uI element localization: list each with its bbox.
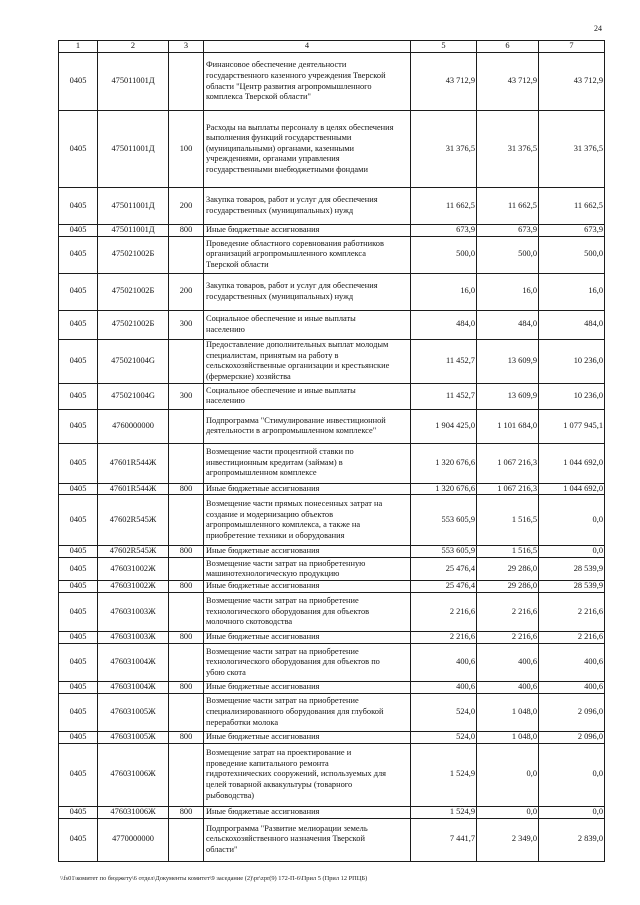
description-text: Возмещение части затрат на приобретенную машинотехнологическую продукцию <box>206 558 366 579</box>
amount-col7-cell: 2 096,0 <box>539 731 605 743</box>
description-text: Возмещение затрат на проектирование и проведение капитального ремонта гидротехнических сооружений, используемых для целей товарной аквакультуры (товарного рыбоводства) <box>206 748 387 800</box>
description-cell <box>204 818 411 861</box>
amount-col6-cell: 2 216,6 <box>477 593 539 632</box>
description-cell <box>204 495 411 546</box>
section-code-cell: 0405 <box>59 383 98 409</box>
description-text: Возмещение части процентной ставки по инвестиционным кредитам (займам) в агропромышленном комплексе <box>206 447 354 478</box>
table-row <box>59 409 605 443</box>
section-code-cell: 0405 <box>59 644 98 682</box>
section-code-cell: 0405 <box>59 731 98 743</box>
column-number-6: 6 <box>477 41 539 53</box>
table-row <box>59 483 605 495</box>
amount-col5-cell: 7 441,7 <box>411 818 477 861</box>
file-path-footer: \\fs01\комитет по бюджету\6 отдел\Документы комитет\9 заседание (2)\pr\zpr(9) 172-П-6\Прил 5 (Прил 12 РПЦБ) <box>60 875 368 882</box>
amount-col7-cell: 673,9 <box>539 225 605 237</box>
amount-col7-cell: 0,0 <box>539 806 605 818</box>
description-text: Возмещение части затрат на приобретение технологического оборудования для объектов по убою скота <box>206 646 380 677</box>
target-article-cell: 476031003Ж <box>98 632 169 644</box>
amount-col7-cell: 2 096,0 <box>539 693 605 731</box>
expense-type-cell: 800 <box>169 483 204 495</box>
description-cell <box>204 558 411 581</box>
section-code-cell: 0405 <box>59 546 98 558</box>
amount-col5-cell: 524,0 <box>411 693 477 731</box>
description-text: Иные бюджетные ассигнования <box>206 581 320 591</box>
amount-col5-cell: 553 605,9 <box>411 546 477 558</box>
table-row <box>59 188 605 225</box>
amount-col6-cell: 1 048,0 <box>477 693 539 731</box>
amount-col7-cell: 10 236,0 <box>539 383 605 409</box>
expense-type-cell: 200 <box>169 273 204 310</box>
description-cell <box>204 593 411 632</box>
section-code-cell: 0405 <box>59 495 98 546</box>
expense-type-cell <box>169 236 204 273</box>
amount-col7-cell: 43 712,9 <box>539 53 605 111</box>
amount-col6-cell: 1 516,5 <box>477 546 539 558</box>
expense-type-cell: 800 <box>169 682 204 694</box>
amount-col6-cell: 1 516,5 <box>477 495 539 546</box>
section-code-cell: 0405 <box>59 443 98 483</box>
amount-col7-cell: 1 044 692,0 <box>539 483 605 495</box>
description-cell <box>204 682 411 694</box>
amount-col7-cell: 31 376,5 <box>539 111 605 188</box>
column-number-4: 4 <box>204 41 411 53</box>
description-text: Финансовое обеспечение деятельности государственного казенного учреждения Тверской области "Центр развития агропромышленного комплекса Тверской области" <box>206 60 386 102</box>
section-code-cell: 0405 <box>59 558 98 581</box>
section-code-cell: 0405 <box>59 693 98 731</box>
description-cell <box>204 693 411 731</box>
description-cell <box>204 483 411 495</box>
amount-col5-cell: 400,6 <box>411 682 477 694</box>
amount-col5-cell: 25 476,4 <box>411 581 477 593</box>
expense-type-cell: 800 <box>169 731 204 743</box>
table-row <box>59 310 605 339</box>
amount-col7-cell: 500,0 <box>539 236 605 273</box>
amount-col5-cell: 553 605,9 <box>411 495 477 546</box>
amount-col5-cell: 1 524,9 <box>411 743 477 806</box>
amount-col5-cell: 1 320 676,6 <box>411 483 477 495</box>
table-row <box>59 111 605 188</box>
amount-col6-cell: 1 048,0 <box>477 731 539 743</box>
amount-col7-cell: 400,6 <box>539 682 605 694</box>
amount-col7-cell: 0,0 <box>539 495 605 546</box>
amount-col5-cell: 400,6 <box>411 644 477 682</box>
expense-type-cell: 800 <box>169 806 204 818</box>
expense-type-cell <box>169 644 204 682</box>
description-cell <box>204 236 411 273</box>
target-article-cell: 47602R545Ж <box>98 546 169 558</box>
expense-type-cell <box>169 558 204 581</box>
section-code-cell: 0405 <box>59 53 98 111</box>
section-code-cell: 0405 <box>59 632 98 644</box>
amount-col6-cell: 13 609,9 <box>477 383 539 409</box>
amount-col7-cell: 400,6 <box>539 644 605 682</box>
amount-col6-cell: 31 376,5 <box>477 111 539 188</box>
column-number-2: 2 <box>98 41 169 53</box>
description-text: Иные бюджетные ассигнования <box>206 546 320 556</box>
target-article-cell: 47602R545Ж <box>98 495 169 546</box>
target-article-cell: 47601R544Ж <box>98 443 169 483</box>
amount-col5-cell: 16,0 <box>411 273 477 310</box>
description-cell <box>204 339 411 383</box>
target-article-cell: 475021002Б <box>98 310 169 339</box>
amount-col6-cell: 0,0 <box>477 806 539 818</box>
expense-type-cell: 800 <box>169 632 204 644</box>
section-code-cell: 0405 <box>59 483 98 495</box>
section-code-cell: 0405 <box>59 339 98 383</box>
description-text: Возмещение части затрат на приобретение специализированного оборудования для глубокой переработки молока <box>206 696 384 727</box>
amount-col7-cell: 0,0 <box>539 743 605 806</box>
description-cell <box>204 273 411 310</box>
table-row <box>59 806 605 818</box>
target-article-cell: 475021002Б <box>98 236 169 273</box>
amount-col6-cell: 1 101 684,0 <box>477 409 539 443</box>
amount-col7-cell: 2 216,6 <box>539 593 605 632</box>
amount-col5-cell: 1 904 425,0 <box>411 409 477 443</box>
target-article-cell: 476031006Ж <box>98 743 169 806</box>
description-cell <box>204 632 411 644</box>
amount-col5-cell: 2 216,6 <box>411 593 477 632</box>
page-number: 24 <box>594 24 602 33</box>
expense-type-cell: 800 <box>169 225 204 237</box>
amount-col7-cell: 2 839,0 <box>539 818 605 861</box>
target-article-cell: 475011001Д <box>98 111 169 188</box>
table-row <box>59 731 605 743</box>
table-row <box>59 593 605 632</box>
target-article-cell: 475011001Д <box>98 188 169 225</box>
amount-col5-cell: 1 320 676,6 <box>411 443 477 483</box>
expense-type-cell <box>169 443 204 483</box>
column-number-5: 5 <box>411 41 477 53</box>
description-text: Иные бюджетные ассигнования <box>206 632 320 642</box>
amount-col5-cell: 524,0 <box>411 731 477 743</box>
expense-type-cell: 200 <box>169 188 204 225</box>
description-cell <box>204 53 411 111</box>
amount-col5-cell: 500,0 <box>411 236 477 273</box>
target-article-cell: 476031006Ж <box>98 806 169 818</box>
description-cell <box>204 111 411 188</box>
section-code-cell: 0405 <box>59 818 98 861</box>
amount-col6-cell: 29 286,0 <box>477 581 539 593</box>
description-text: Возмещение части затрат на приобретение технологического оборудования для объектов молочного скотоводства <box>206 596 370 627</box>
amount-col6-cell: 400,6 <box>477 644 539 682</box>
expense-type-cell <box>169 339 204 383</box>
amount-col6-cell: 0,0 <box>477 743 539 806</box>
table-row <box>59 273 605 310</box>
description-cell <box>204 806 411 818</box>
section-code-cell: 0405 <box>59 111 98 188</box>
table-row <box>59 693 605 731</box>
target-article-cell: 476031005Ж <box>98 693 169 731</box>
target-article-cell: 476031002Ж <box>98 581 169 593</box>
amount-col6-cell: 2 349,0 <box>477 818 539 861</box>
expense-type-cell <box>169 495 204 546</box>
amount-col6-cell: 673,9 <box>477 225 539 237</box>
description-cell <box>204 731 411 743</box>
target-article-cell: 4770000000 <box>98 818 169 861</box>
amount-col7-cell: 11 662,5 <box>539 188 605 225</box>
description-text: Расходы на выплаты персоналу в целях обеспечения выполнения функций государственными (муниципальными) органами, казенными учреждениями, органами управления государственными внебюджетными фондами <box>206 122 394 174</box>
amount-col6-cell: 16,0 <box>477 273 539 310</box>
description-cell <box>204 581 411 593</box>
description-cell <box>204 225 411 237</box>
table-row <box>59 546 605 558</box>
description-text: Социальное обеспечение и иные выплаты населению <box>206 314 356 334</box>
budget-table <box>58 40 605 862</box>
description-text: Проведение областного соревнования работников организаций агропромышленного комплекса Тверской области <box>206 238 384 269</box>
section-code-cell: 0405 <box>59 593 98 632</box>
table-row <box>59 339 605 383</box>
expense-type-cell: 800 <box>169 581 204 593</box>
table-row <box>59 558 605 581</box>
amount-col7-cell: 1 077 945,1 <box>539 409 605 443</box>
amount-col5-cell: 484,0 <box>411 310 477 339</box>
target-article-cell: 475011001Д <box>98 53 169 111</box>
amount-col7-cell: 2 216,6 <box>539 632 605 644</box>
amount-col6-cell: 43 712,9 <box>477 53 539 111</box>
expense-type-cell <box>169 593 204 632</box>
expense-type-cell: 300 <box>169 310 204 339</box>
description-text: Иные бюджетные ассигнования <box>206 731 320 741</box>
table-row <box>59 383 605 409</box>
section-code-cell: 0405 <box>59 409 98 443</box>
expense-type-cell: 300 <box>169 383 204 409</box>
amount-col5-cell: 31 376,5 <box>411 111 477 188</box>
table-row <box>59 682 605 694</box>
amount-col7-cell: 28 539,9 <box>539 558 605 581</box>
amount-col7-cell: 28 539,9 <box>539 581 605 593</box>
amount-col6-cell: 13 609,9 <box>477 339 539 383</box>
section-code-cell: 0405 <box>59 682 98 694</box>
amount-col5-cell: 1 524,9 <box>411 806 477 818</box>
table-row <box>59 644 605 682</box>
table-row <box>59 236 605 273</box>
description-text: Иные бюджетные ассигнования <box>206 225 320 234</box>
section-code-cell: 0405 <box>59 225 98 237</box>
amount-col6-cell: 11 662,5 <box>477 188 539 225</box>
target-article-cell: 475021002Б <box>98 273 169 310</box>
section-code-cell: 0405 <box>59 273 98 310</box>
description-text: Иные бюджетные ассигнования <box>206 806 320 816</box>
target-article-cell: 476031005Ж <box>98 731 169 743</box>
amount-col6-cell: 1 067 216,3 <box>477 443 539 483</box>
target-article-cell: 4760000000 <box>98 409 169 443</box>
description-text: Социальное обеспечение и иные выплаты населению <box>206 385 356 406</box>
amount-col7-cell: 1 044 692,0 <box>539 443 605 483</box>
target-article-cell: 475021004G <box>98 383 169 409</box>
amount-col5-cell: 673,9 <box>411 225 477 237</box>
amount-col6-cell: 500,0 <box>477 236 539 273</box>
description-cell <box>204 443 411 483</box>
amount-col6-cell: 29 286,0 <box>477 558 539 581</box>
description-cell <box>204 743 411 806</box>
column-number-7: 7 <box>539 41 605 53</box>
target-article-cell: 476031004Ж <box>98 682 169 694</box>
amount-col7-cell: 16,0 <box>539 273 605 310</box>
expense-type-cell <box>169 693 204 731</box>
amount-col5-cell: 11 662,5 <box>411 188 477 225</box>
table-row <box>59 632 605 644</box>
description-cell <box>204 383 411 409</box>
description-text: Подпрограмма "Стимулирование инвестиционной деятельности в агропромышленном комплексе" <box>206 415 386 436</box>
column-number-3: 3 <box>169 41 204 53</box>
description-cell <box>204 644 411 682</box>
target-article-cell: 476031003Ж <box>98 593 169 632</box>
description-text: Закупка товаров, работ и услуг для обеспечения государственных (муниципальных) нужд <box>206 281 378 301</box>
section-code-cell: 0405 <box>59 806 98 818</box>
table-row <box>59 225 605 237</box>
column-number-row <box>59 41 605 53</box>
description-text: Подпрограмма "Развитие мелиорации земель сельскохозяйственного назначения Тверской области" <box>206 823 368 855</box>
description-text: Предоставление дополнительных выплат молодым специалистам, принятым на работу в сельскохозяйственные организации и крестьянские (фермерские) хозяйства <box>206 339 390 381</box>
amount-col6-cell: 2 216,6 <box>477 632 539 644</box>
description-text: Иные бюджетные ассигнования <box>206 483 320 493</box>
table-row <box>59 743 605 806</box>
target-article-cell: 476031004Ж <box>98 644 169 682</box>
amount-col6-cell: 484,0 <box>477 310 539 339</box>
amount-col5-cell: 43 712,9 <box>411 53 477 111</box>
section-code-cell: 0405 <box>59 188 98 225</box>
expense-type-cell <box>169 743 204 806</box>
description-text: Закупка товаров, работ и услуг для обеспечения государственных (муниципальных) нужд <box>206 195 378 215</box>
column-number-1: 1 <box>59 41 98 53</box>
amount-col5-cell: 25 476,4 <box>411 558 477 581</box>
description-cell <box>204 409 411 443</box>
target-article-cell: 475021004G <box>98 339 169 383</box>
table-row <box>59 53 605 111</box>
amount-col7-cell: 10 236,0 <box>539 339 605 383</box>
amount-col7-cell: 0,0 <box>539 546 605 558</box>
section-code-cell: 0405 <box>59 236 98 273</box>
description-text: Возмещение части прямых понесенных затрат на создание и модернизацию объектов агропромышленного комплекса, а также на приобретение техники и оборудования <box>206 499 383 540</box>
table-row <box>59 581 605 593</box>
amount-col6-cell: 1 067 216,3 <box>477 483 539 495</box>
expense-type-cell <box>169 409 204 443</box>
amount-col5-cell: 11 452,7 <box>411 383 477 409</box>
amount-col6-cell: 400,6 <box>477 682 539 694</box>
section-code-cell: 0405 <box>59 743 98 806</box>
description-cell <box>204 188 411 225</box>
table-row <box>59 818 605 861</box>
table-row <box>59 443 605 483</box>
target-article-cell: 47601R544Ж <box>98 483 169 495</box>
expense-type-cell: 800 <box>169 546 204 558</box>
target-article-cell: 476031002Ж <box>98 558 169 581</box>
description-cell <box>204 546 411 558</box>
amount-col5-cell: 2 216,6 <box>411 632 477 644</box>
description-text: Иные бюджетные ассигнования <box>206 682 320 692</box>
expense-type-cell: 100 <box>169 111 204 188</box>
table-row <box>59 495 605 546</box>
expense-type-cell <box>169 53 204 111</box>
expense-type-cell <box>169 818 204 861</box>
section-code-cell: 0405 <box>59 310 98 339</box>
amount-col5-cell: 11 452,7 <box>411 339 477 383</box>
amount-col7-cell: 484,0 <box>539 310 605 339</box>
section-code-cell: 0405 <box>59 581 98 593</box>
target-article-cell: 475011001Д <box>98 225 169 237</box>
description-cell <box>204 310 411 339</box>
